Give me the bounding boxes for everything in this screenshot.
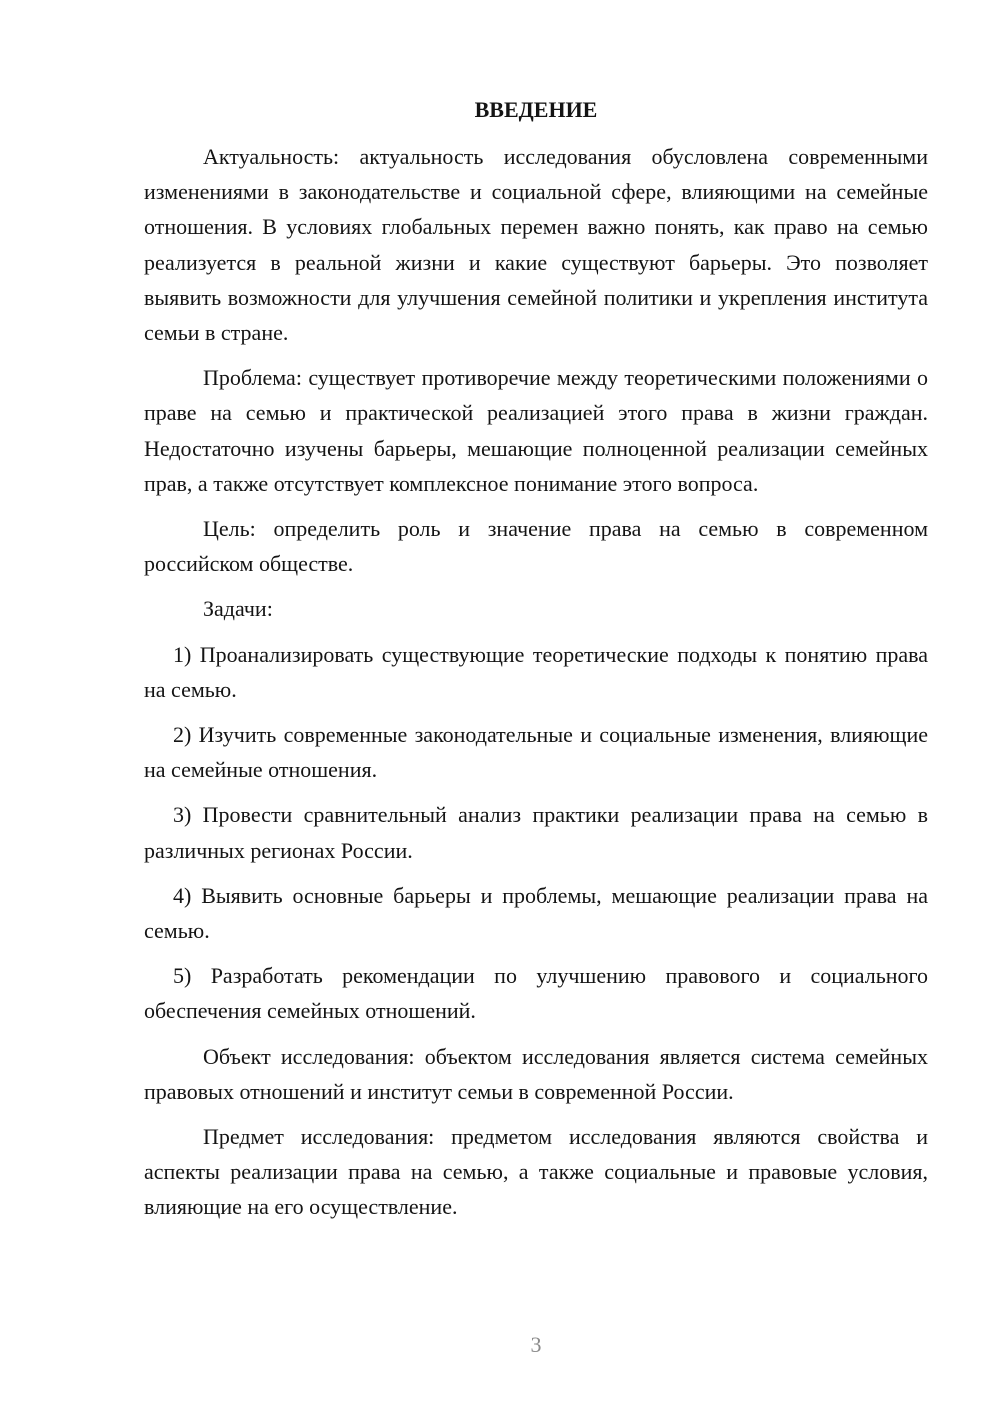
task-item-5: 5) Разработать рекомендации по улучшению правового и социального обеспечения семейных отношений. [144, 963, 928, 1024]
subject-paragraph: Предмет исследования: предметом исследования являются свойства и аспекты реализации права на семью, а также социальные и правовые условия, влияющие на его осуществление. [144, 1124, 928, 1220]
problem-paragraph: Проблема: существует противоречие между теоретическими положениями о праве на семью и практической реализацией этого права в жизни граждан. Недостаточно изучены барьеры, мешающие полноценной реализации семейных прав, а также отсутствует комплексное понимание этого вопроса. [144, 365, 928, 496]
document-page [144, 92, 928, 1235]
task-item-4: 4) Выявить основные барьеры и проблемы, мешающие реализации права на семью. [144, 882, 928, 944]
task-item-1: 1) Проанализировать существующие теоретические подходы к понятию права на семью. [144, 641, 928, 702]
relevance-paragraph: Актуальность: актуальность исследования обусловлена современными изменениями в законодательстве и социальной сфере, влияющими на семейные отношения. В условиях глобальных перемен важно понять, как право на семью реализуется в реальной жизни и какие существуют барьеры. Это позволяет выявить возможности для улучшения семейной политики и укрепления института семьи в стране. [144, 144, 928, 346]
page-number: 3 [530, 1332, 542, 1357]
task-item-2: 2) Изучить современные законодательные и социальные изменения, влияющие на семейные отношения. [144, 722, 928, 783]
tasks-label: Задачи: [203, 596, 273, 622]
page-title: ВВЕДЕНИЕ [474, 97, 598, 122]
goal-paragraph: Цель: определить роль и значение права на семью в современном российском обществе. [144, 516, 928, 577]
task-item-3: 3) Провести сравнительный анализ практики реализации права на семью в различных регионах России. [144, 802, 928, 863]
object-paragraph: Объект исследования: объектом исследования является система семейных правовых отношений и институт семьи в современной России. [144, 1043, 928, 1104]
